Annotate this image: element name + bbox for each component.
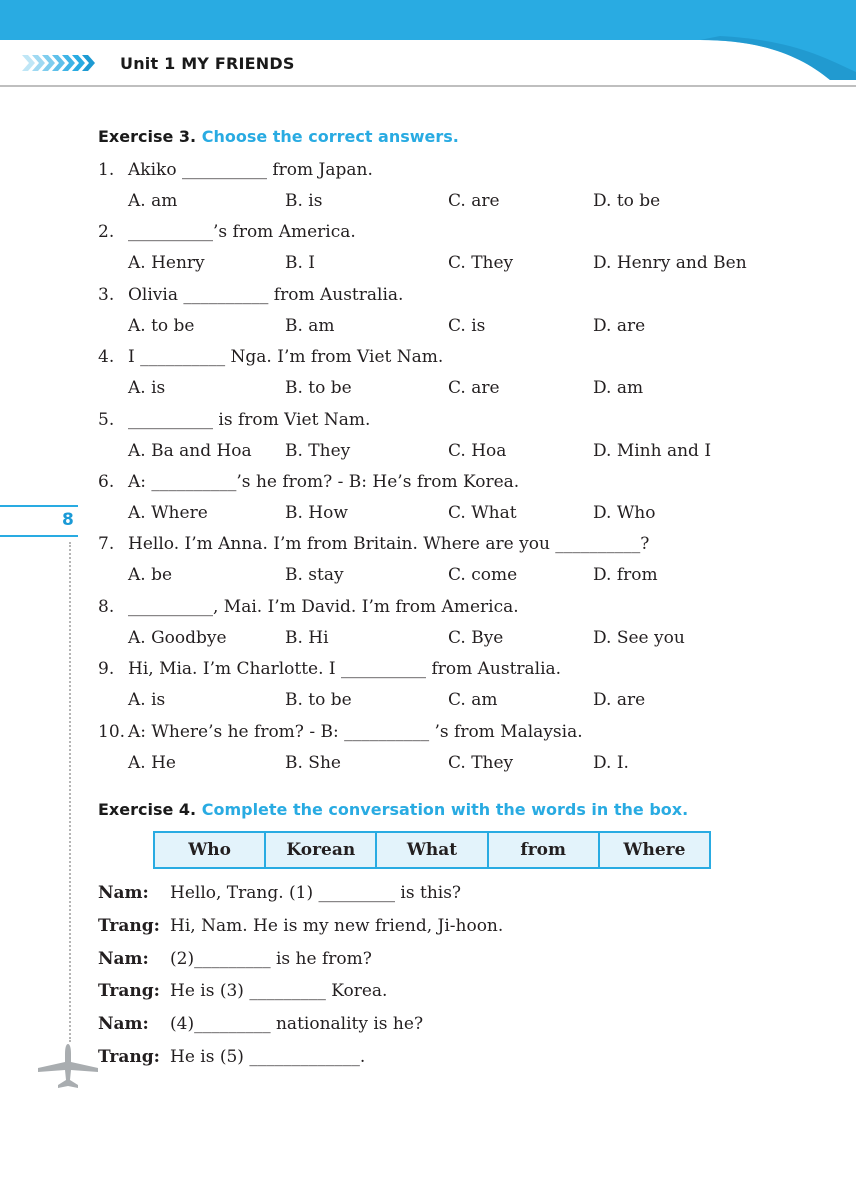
conversation-line	[98, 981, 698, 1005]
answer-option[interactable]: C. What	[448, 503, 517, 523]
speaker-name: Trang:	[98, 1047, 160, 1067]
speaker-name: Nam:	[98, 949, 149, 969]
answer-option[interactable]: B. Hi	[285, 628, 329, 648]
answer-option[interactable]: B. They	[285, 441, 351, 461]
question-text: __________, Mai. I’m David. I’m from America.	[128, 597, 519, 617]
answer-option[interactable]: D. Minh and I	[593, 441, 712, 461]
answer-option[interactable]: D. from	[593, 565, 658, 585]
dialogue-text: He is (5) _____________.	[170, 1047, 366, 1067]
question-number: 1.	[98, 160, 115, 180]
question-text: Olivia __________ from Australia.	[128, 285, 404, 305]
answer-option[interactable]: B. am	[285, 316, 335, 336]
header-divider	[0, 85, 856, 87]
question-7	[98, 534, 649, 554]
question-text: Akiko __________ from Japan.	[128, 160, 373, 180]
unit-title: Unit 1 MY FRIENDS	[120, 54, 295, 73]
dialogue-text: Hi, Nam. He is my new friend, Ji-hoon.	[170, 916, 504, 936]
answer-option[interactable]: C. They	[448, 253, 514, 273]
speaker-name: Nam:	[98, 1014, 149, 1034]
answer-option[interactable]: A. am	[128, 191, 178, 211]
question-number: 4.	[98, 347, 115, 367]
answer-option[interactable]: A. Henry	[128, 253, 205, 273]
conversation-line	[98, 949, 698, 973]
answer-option[interactable]: C. is	[448, 316, 486, 336]
answer-option[interactable]: C. They	[448, 753, 514, 773]
answer-option[interactable]: D. Who	[593, 503, 656, 523]
chevron-arrows-icon	[22, 52, 102, 74]
question-1	[98, 160, 373, 180]
answer-option[interactable]: A. is	[128, 690, 166, 710]
dotted-margin-line	[69, 542, 71, 1042]
exercise4-heading	[98, 800, 688, 819]
word-box-item: Where	[623, 840, 686, 860]
speaker-name: Trang:	[98, 981, 160, 1001]
answer-option[interactable]: B. How	[285, 503, 348, 523]
question-5	[98, 410, 370, 430]
answer-option[interactable]: D. See you	[593, 628, 685, 648]
question-text: A: Where’s he from? - B: __________ ’s from Malaysia.	[128, 722, 583, 742]
question-number: 7.	[98, 534, 115, 554]
question-9	[98, 659, 561, 679]
answer-option[interactable]: A. to be	[128, 316, 195, 336]
dialogue-text: (2)_________ is he from?	[170, 949, 372, 969]
exercise4-label: Exercise 4.	[98, 800, 197, 819]
word-box-item: from	[489, 833, 600, 867]
dialogue-text: Hello, Trang. (1) _________ is this?	[170, 883, 462, 903]
answer-option[interactable]: C. Bye	[448, 628, 504, 648]
question-text: __________ is from Viet Nam.	[128, 410, 371, 430]
question-text: I __________ Nga. I’m from Viet Nam.	[128, 347, 444, 367]
question-number: 2.	[98, 222, 115, 242]
answer-option[interactable]: B. is	[285, 191, 323, 211]
exercise4-instruction: Complete the conversation with the words in the box.	[201, 800, 689, 819]
word-box-item: Who	[155, 833, 266, 867]
answer-option[interactable]: C. are	[448, 191, 500, 211]
question-number: 3.	[98, 285, 115, 305]
answer-option[interactable]: C. am	[448, 690, 498, 710]
answer-option[interactable]: B. She	[285, 753, 341, 773]
airplane-icon	[36, 1040, 100, 1090]
answer-option[interactable]: A. Ba and Hoa	[128, 441, 252, 461]
question-text: A: __________’s he from? - B: He’s from Korea.	[128, 472, 520, 492]
question-8	[98, 597, 519, 617]
answer-option[interactable]: D. are	[593, 316, 646, 336]
word-box-item: What	[377, 833, 488, 867]
conversation-line	[98, 916, 698, 940]
speaker-name: Nam:	[98, 883, 149, 903]
answer-option[interactable]: D. Henry and Ben	[593, 253, 747, 273]
question-2	[98, 222, 356, 242]
answer-option[interactable]: D. to be	[593, 191, 661, 211]
answer-option[interactable]: A. be	[128, 565, 173, 585]
question-text: __________’s from America.	[128, 222, 356, 242]
answer-option[interactable]: B. stay	[285, 565, 344, 585]
answer-option[interactable]: B. I	[285, 253, 316, 273]
answer-option[interactable]: C. are	[448, 378, 500, 398]
exercise3-heading	[98, 127, 459, 146]
answer-option[interactable]: D. I.	[593, 753, 629, 773]
word-box-item: Korean	[266, 833, 377, 867]
word-box	[153, 831, 711, 869]
answer-option[interactable]: C. come	[448, 565, 518, 585]
page-number: 8	[62, 510, 74, 530]
dialogue-text: He is (3) _________ Korea.	[170, 981, 388, 1001]
question-number: 6.	[98, 472, 115, 492]
answer-option[interactable]: B. to be	[285, 690, 352, 710]
question-number: 5.	[98, 410, 115, 430]
conversation-line	[98, 883, 698, 907]
question-number: 10.	[98, 722, 126, 742]
exercise3-label: Exercise 3.	[98, 127, 197, 146]
question-6	[98, 472, 519, 492]
answer-option[interactable]: D. are	[593, 690, 646, 710]
answer-option[interactable]: A. Where	[128, 503, 208, 523]
page-number-line-top	[0, 505, 78, 507]
answer-option[interactable]: B. to be	[285, 378, 352, 398]
question-text: Hi, Mia. I’m Charlotte. I __________ from Australia.	[128, 659, 562, 679]
conversation-line	[98, 1047, 698, 1071]
answer-option[interactable]: C. Hoa	[448, 441, 507, 461]
question-text: Hello. I’m Anna. I’m from Britain. Where are you __________?	[128, 534, 650, 554]
answer-option[interactable]: A. He	[128, 753, 176, 773]
conversation-line	[98, 1014, 698, 1038]
answer-option[interactable]: A. Goodbye	[128, 628, 227, 648]
header-band	[0, 0, 856, 80]
question-3	[98, 285, 403, 305]
question-10	[98, 722, 583, 742]
page-number-line-bottom	[0, 535, 78, 537]
question-4	[98, 347, 443, 367]
question-number: 8.	[98, 597, 115, 617]
answer-option[interactable]: D. am	[593, 378, 644, 398]
dialogue-text: (4)_________ nationality is he?	[170, 1014, 424, 1034]
answer-option[interactable]: A. is	[128, 378, 166, 398]
question-number: 9.	[98, 659, 115, 679]
speaker-name: Trang:	[98, 916, 160, 936]
exercise3-instruction: Choose the correct answers.	[201, 127, 459, 146]
